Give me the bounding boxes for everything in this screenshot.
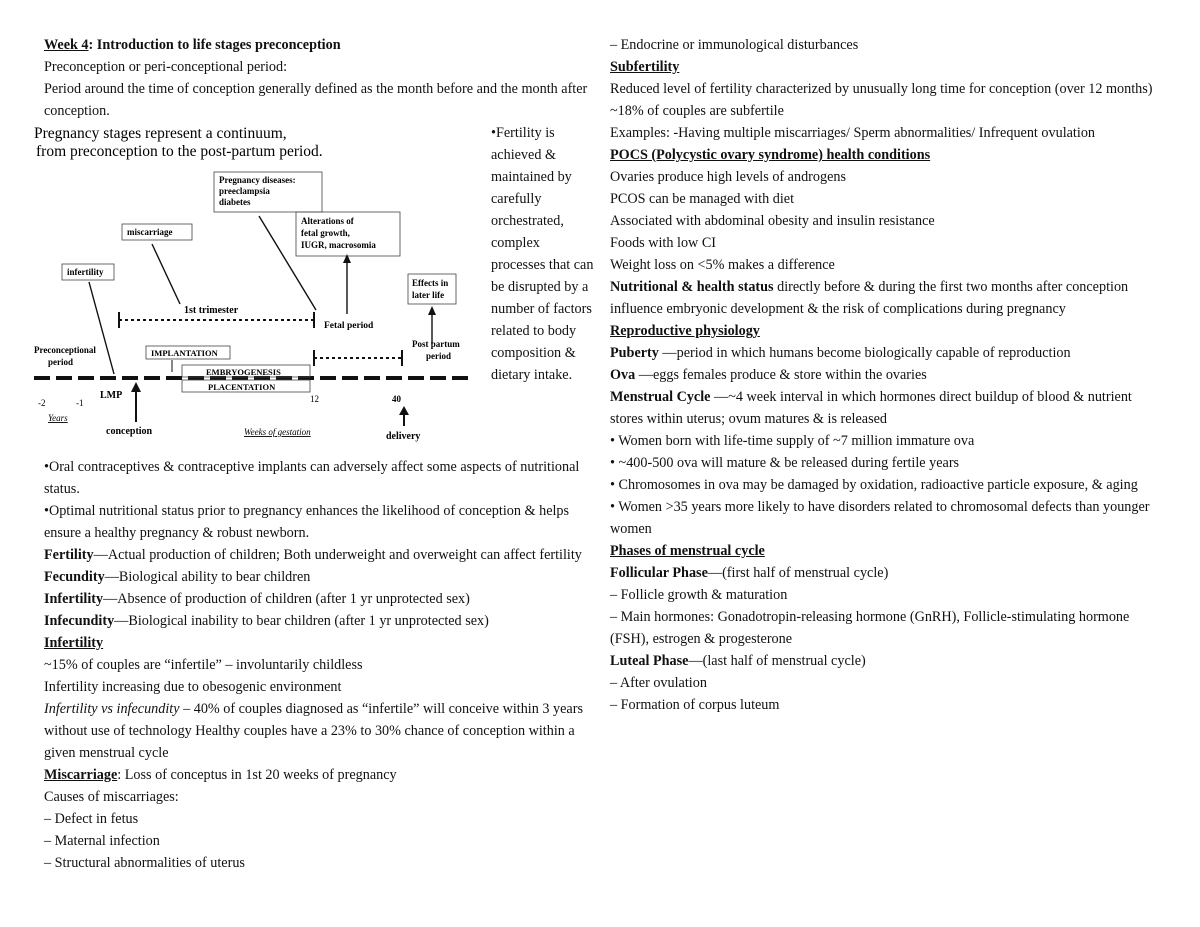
alterations-label-1: Alterations of	[301, 216, 354, 226]
years-label: Years	[48, 413, 68, 423]
definition-fecundity: Fecundity—Biological ability to bear children	[44, 569, 311, 585]
definition-menstrual-cycle: Menstrual Cycle —~4 week interval in which hormones direct buildup of blood & nutrient stores within uterus; ovum matures & is released	[610, 389, 1132, 427]
alterations-label-3: IUGR, macrosomia	[301, 240, 376, 250]
paragraph: Reduced level of fertility characterized by unusually long time for conception (over 12 months)	[610, 81, 1153, 97]
conception-label: conception	[106, 426, 153, 437]
embryogenesis-label: EMBRYOGENESIS	[206, 367, 281, 377]
pregnancy-stages-figure	[34, 124, 482, 454]
paragraph: Causes of miscarriages:	[44, 789, 179, 805]
trimester-label: 1st trimester	[184, 305, 239, 316]
section-heading-pcos: POCS (Polycystic ovary syndrome) health conditions	[610, 147, 931, 163]
section-heading-infertility: Infertility	[44, 635, 104, 651]
definition-infecundity: Infecundity—Biological inability to bear children (after 1 yr unprotected sex)	[44, 613, 489, 629]
paragraph: PCOS can be managed with diet	[610, 191, 795, 207]
definition-fertility: Fertility—Actual production of children; Both underweight and overweight can affect fertility	[44, 547, 582, 563]
paragraph: Examples: -Having multiple miscarriages/ Sperm abnormalities/ Infrequent ovulation	[610, 125, 1096, 141]
effects-arrowhead	[428, 306, 436, 315]
tick-minus-2: -2	[38, 398, 46, 408]
lmp-label: LMP	[100, 390, 123, 401]
preconceptional-label-1: Preconceptional	[34, 345, 96, 355]
paragraph: Infertility increasing due to obesogenic environment	[44, 679, 342, 695]
delivery-arrowhead	[399, 406, 409, 415]
section-heading-phases: Phases of menstrual cycle	[610, 543, 765, 559]
figure-title-line2: from preconception to the post-partum period.	[36, 143, 323, 160]
delivery-label: delivery	[386, 431, 421, 442]
diseases-label-2: preeclampsia	[219, 186, 270, 196]
paragraph: Foods with low CI	[610, 235, 717, 251]
miscarriage-label: miscarriage	[127, 227, 173, 237]
left-column	[34, 34, 594, 874]
definition-follicular: Follicular Phase—(first half of menstrual cycle)	[610, 565, 889, 581]
paragraph: Preconception or peri-conceptional period:	[44, 59, 288, 75]
paragraph: Infertility vs infecundity – 40% of couples diagnosed as “infertile” will conceive within 3 years without use of technology Healthy couples have a 23% to 30% chance of conception within a given menstrual cycle	[44, 701, 583, 761]
list-item: • Women born with life-time supply of ~7 million immature ova	[610, 433, 975, 449]
postpartum-label-1: Post partum	[412, 339, 460, 349]
tick-12: 12	[310, 394, 319, 404]
section-heading-reproductive: Reproductive physiology	[610, 323, 760, 339]
definition-ova: Ova —eggs females produce & store within the ovaries	[610, 367, 927, 383]
list-item: – Follicle growth & maturation	[610, 587, 788, 603]
section-heading-subfertility: Subfertility	[610, 59, 680, 75]
definition-puberty: Puberty —period in which humans become biologically capable of reproduction	[610, 345, 1071, 361]
paragraph: Weight loss on <5% makes a difference	[610, 257, 835, 273]
conception-arrowhead	[131, 382, 141, 392]
alterations-arrowhead	[343, 254, 351, 263]
paragraph: •Optimal nutritional status prior to pregnancy enhances the likelihood of conception & helps ensure a healthy pregnancy & robust newborn.	[44, 503, 570, 541]
paragraph: ~15% of couples are “infertile” – involuntarily childless	[44, 657, 363, 673]
list-item: • ~400-500 ova will mature & be released during fertile years	[610, 455, 960, 471]
alterations-label-2: fetal growth,	[301, 228, 350, 238]
miscarriage-arrow	[152, 244, 180, 304]
right-column	[610, 34, 1166, 716]
list-item: – Endocrine or immunological disturbances	[610, 37, 859, 53]
page-title: Week 4: Introduction to life stages preconception	[44, 37, 341, 53]
weeks-label: Weeks of gestation	[244, 427, 311, 437]
paragraph: •Oral contraceptives & contraceptive implants can adversely affect some aspects of nutritional status.	[44, 459, 580, 497]
paragraph: ~18% of couples are subfertile	[610, 103, 784, 119]
tick-40: 40	[392, 394, 401, 404]
definition-luteal: Luteal Phase—(last half of menstrual cycle)	[610, 653, 866, 669]
postpartum-label-2: period	[426, 351, 452, 361]
miscarriage-definition: Miscarriage: Loss of conceptus in 1st 20 weeks of pregnancy	[44, 767, 397, 783]
paragraph: Associated with abdominal obesity and insulin resistance	[610, 213, 935, 229]
nutritional-status-paragraph: Nutritional & health status directly before & during the first two months after conception influence embryonic development & the risk of complications during pregnancy	[610, 279, 1129, 317]
fetal-period-label: Fetal period	[324, 321, 374, 331]
infertility-arrow	[89, 282, 114, 374]
infertility-label: infertility	[67, 267, 104, 277]
week-label: Week 4	[44, 37, 89, 53]
list-item: – Maternal infection	[44, 833, 160, 849]
figure-title-line1: Pregnancy stages represent a continuum,	[34, 125, 287, 142]
definition-infertility: Infertility—Absence of production of children (after 1 yr unprotected sex)	[44, 591, 470, 607]
effects-label-1: Effects in	[412, 278, 449, 288]
pregnancy-stages-diagram	[34, 124, 482, 454]
list-item: – Structural abnormalities of uterus	[44, 855, 245, 871]
section-heading-miscarriage: Miscarriage	[44, 767, 118, 783]
tick-minus-1: -1	[76, 398, 84, 408]
list-item: – After ovulation	[610, 675, 707, 691]
paragraph: Ovaries produce high levels of androgens	[610, 169, 846, 185]
list-item: • Chromosomes in ova may be damaged by oxidation, radioactive particle exposure, & aging	[610, 477, 1138, 493]
list-item: • Women >35 years more likely to have disorders related to chromosomal defects than younger women	[610, 499, 1150, 537]
preconceptional-label-2: period	[48, 357, 74, 367]
list-item: – Main hormones: Gonadotropin-releasing hormone (GnRH), Follicle-stimulating hormone (FSH), estrogen & progesterone	[610, 609, 1130, 647]
effects-label-2: later life	[412, 290, 445, 300]
list-item: – Formation of corpus luteum	[610, 697, 780, 713]
implantation-label: IMPLANTATION	[151, 348, 218, 358]
paragraph: Period around the time of conception generally defined as the month before and the month after conception.	[44, 81, 588, 119]
diseases-label-1: Pregnancy diseases:	[219, 175, 296, 185]
placentation-label: PLACENTATION	[208, 382, 276, 392]
figure-row	[34, 122, 594, 456]
figure-side-text: •Fertility is achieved & maintained by carefully orchestrated, complex processes that can be disrupted by a number of factors related to body composition & dietary intake.	[491, 125, 594, 383]
list-item: – Defect in fetus	[44, 811, 139, 827]
diseases-label-3: diabetes	[219, 197, 251, 207]
